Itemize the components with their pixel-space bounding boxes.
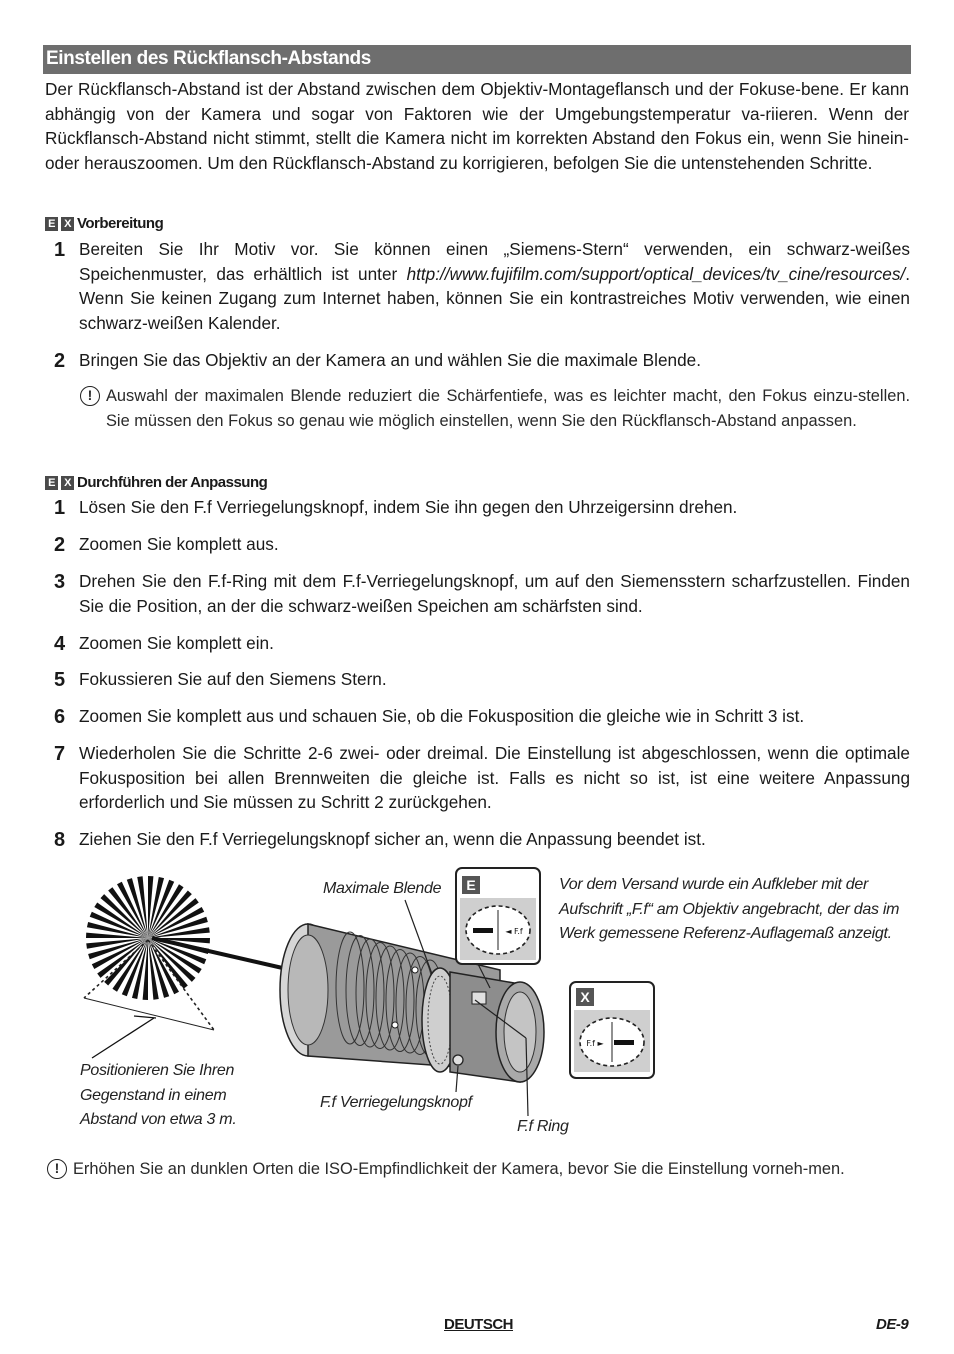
step-number: 2 <box>54 534 66 556</box>
step-number: 6 <box>54 706 66 728</box>
step-text: Bereiten Sie Ihr Motiv vor. Sie können einen „Siemens-Stern“ verwenden, ein schwarz-weißes Speichenmuster, das erhältlich ist unter http://www.fujifilm.com/support/optical_devices/tv_cine/resources/. Wenn Sie keinen Zugang zum Internet haben, können Sie ein kontrastreiches Motiv verwenden, wie einen schwarz-weißen Kalender. <box>79 239 910 333</box>
preparation-heading <box>45 215 163 232</box>
section-title-bar <box>43 45 911 74</box>
step-text: Bringen Sie das Objektiv an der Kamera an und wählen Sie die maximale Blende. <box>79 350 701 370</box>
adj-step-1 <box>54 495 910 521</box>
svg-text:X: X <box>580 989 590 1005</box>
tag-x: X <box>61 476 74 490</box>
step-text: Zoomen Sie komplett aus. <box>79 534 279 554</box>
siemens-star-icon <box>86 876 210 1000</box>
iso-note <box>47 1157 909 1182</box>
section-title: Einstellen des Rückflansch-Abstands <box>46 48 371 69</box>
caution-icon: ! <box>47 1159 67 1179</box>
prep-note <box>80 384 910 433</box>
ff-sticker-on-lens <box>472 992 486 1004</box>
step-text: Drehen Sie den F.f-Ring mit dem F.f-Verriegelungsknopf, um auf den Siemensstern scharfzustellen. Finden Sie die Position, an der die schwarz-weißen Speichen am schärfsten sind. <box>79 571 910 616</box>
step-number: 7 <box>54 743 66 765</box>
adj-step-3 <box>54 569 910 618</box>
step-number: 1 <box>54 497 66 519</box>
footer-language: DEUTSCH <box>444 1316 514 1333</box>
ff-lock-knob-icon <box>453 1055 463 1065</box>
adj-step-7 <box>54 741 910 815</box>
step-text: Wiederholen Sie die Schritte 2-6 zwei- oder dreimal. Die Einstellung ist abgeschlossen, wenn die optimale Fokusposition bei allen Brennweiten die gleiche ist. Falls es nicht so ist, ist eine weitere Anpassung erforderlich und Sie müssen zu Schritt 2 zurückgehen. <box>79 743 910 813</box>
step-number: 8 <box>54 829 66 851</box>
support-url: http://www.fujifilm.com/support/optical_devices/tv_cine/resources/ <box>406 263 906 284</box>
distance-leader <box>92 1018 154 1058</box>
callout-x <box>570 982 654 1078</box>
note-text: Auswahl der maximalen Blende reduziert die Schärfentiefe, was es leichter macht, den Fokus einzu-stellen. Sie müssen den Fokus so genau wie möglich einstellen, wenn Sie den Rückflansch-Abstand anpassen. <box>106 387 910 430</box>
adj-step-4 <box>54 631 910 657</box>
adj-step-6 <box>54 704 910 730</box>
adj-step-8 <box>54 827 910 853</box>
step-number: 1 <box>54 239 66 261</box>
prep-step-1 <box>54 237 910 335</box>
preparation-heading-text: Vorbereitung <box>77 215 164 232</box>
caption-lock-knob: F.f Verriegelungsknopf <box>320 1094 472 1111</box>
tag-e: E <box>45 476 58 490</box>
svg-text:E: E <box>466 877 476 893</box>
tag-x: X <box>61 217 74 231</box>
adj-step-2 <box>54 532 910 558</box>
svg-text:◄ F.f: ◄ F.f <box>505 927 523 936</box>
caption-distance: Positionieren Sie Ihren Gegenstand in einem Abstand von etwa 3 m. <box>80 1062 237 1128</box>
note-text: Erhöhen Sie an dunklen Orten die ISO-Empfindlichkeit der Kamera, bevor Sie die Einstellung vorneh-men. <box>73 1160 845 1178</box>
step-text: Ziehen Sie den F.f Verriegelungsknopf sicher an, wenn die Anpassung beendet ist. <box>79 829 706 849</box>
step-number: 2 <box>54 350 66 372</box>
distance-pointer <box>134 1016 156 1018</box>
intro-paragraph: Der Rückflansch-Abstand ist der Abstand zwischen dem Objektiv-Montageflansch und der Fokuse-bene. Er kann abhängig von der Kamera und sogar von Faktoren wie der Umgebungstemperatur va-riieren. Wenn der Rückflansch-Abstand nicht stimmt, stellt die Kamera nicht im korrekten Abstand den Fokus ein, wenn Sie hinein- oder herauszoomen. Um den Rückflansch-Abstand zu korrigieren, befolgen Sie die untenstehenden Schritte. <box>45 79 909 173</box>
callout-e <box>456 868 540 964</box>
adj-step-5 <box>54 667 910 693</box>
tag-e: E <box>45 217 58 231</box>
caution-icon: ! <box>80 386 100 406</box>
caption-max-aperture: Maximale Blende <box>323 880 442 897</box>
adjustment-heading-text: Durchführen der Anpassung <box>77 474 268 491</box>
caption-ff-ring: F.f Ring <box>517 1118 569 1135</box>
step-text: Lösen Sie den F.f Verriegelungsknopf, indem Sie ihn gegen den Uhrzeigersinn drehen. <box>79 497 738 517</box>
svg-text:F.f ►: F.f ► <box>586 1039 604 1048</box>
step-number: 5 <box>54 669 66 691</box>
step-number: 3 <box>54 571 66 593</box>
caption-sticker: Vor dem Versand wurde ein Aufkleber mit der Aufschrift „F.f“ am Objektiv angebracht, der das im Werk gemessene Referenz-Auflagemaß anzeigt. <box>559 876 900 942</box>
prep-step-2 <box>54 348 910 374</box>
step-text: Zoomen Sie komplett ein. <box>79 633 274 653</box>
adjustment-heading <box>45 474 267 491</box>
footer-page-number: DE-9 <box>876 1316 909 1333</box>
step-number: 4 <box>54 633 66 655</box>
step-text: Fokussieren Sie auf den Siemens Stern. <box>79 669 387 689</box>
step-text: Zoomen Sie komplett aus und schauen Sie, ob die Fokusposition die gleiche wie in Schritt 3 ist. <box>79 706 805 726</box>
